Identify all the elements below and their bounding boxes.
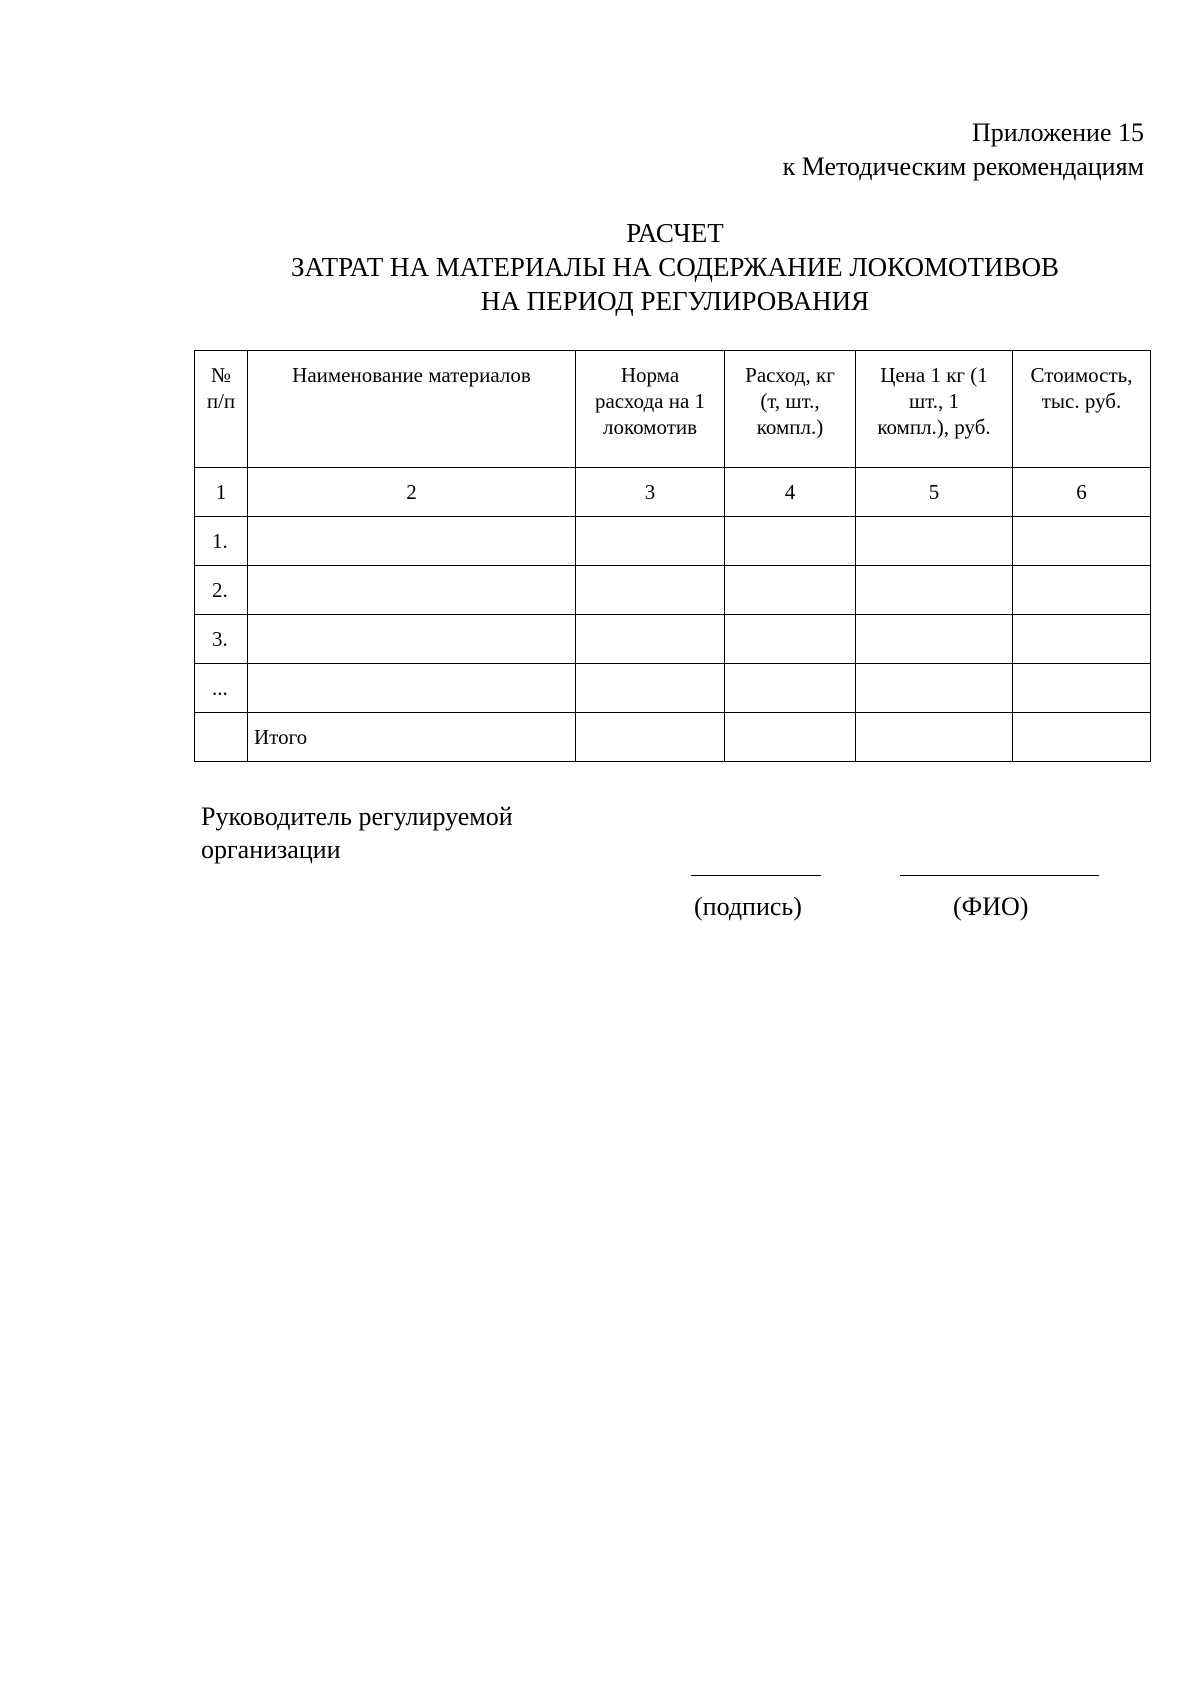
column-number: 1 — [195, 468, 248, 517]
header-cell-unit-price: Цена 1 кг (1 шт., 1 компл.), руб. — [856, 351, 1013, 468]
header-cell-cost: Стоимость, тыс. руб. — [1013, 351, 1151, 468]
header-cell-consumption-norm: Норма расхода на 1 локомотив — [576, 351, 725, 468]
column-number: 5 — [856, 468, 1013, 517]
position-line-1: Руководитель регулируемой — [201, 802, 513, 831]
document-title — [195, 216, 1155, 318]
appendix-reference: к Методическим рекомендациям — [782, 152, 1144, 181]
cost-cell — [1013, 566, 1151, 615]
consumption-cell — [725, 517, 856, 566]
column-number: 3 — [576, 468, 725, 517]
header-cell-consumption: Расход, кг (т, шт., компл.) — [725, 351, 856, 468]
header-cell-material-name: Наименование материалов — [248, 351, 576, 468]
column-number: 4 — [725, 468, 856, 517]
name-line — [900, 875, 1099, 876]
material-name-cell — [248, 664, 576, 713]
signature-caption: (подпись) — [694, 892, 802, 921]
material-name-cell — [248, 615, 576, 664]
norm-cell — [576, 713, 725, 762]
signatory-position — [201, 800, 513, 866]
table-row — [195, 615, 1151, 664]
name-caption: (ФИО) — [953, 892, 1029, 921]
row-number: 1. — [195, 517, 248, 566]
table-row — [195, 566, 1151, 615]
material-name-cell — [248, 566, 576, 615]
price-cell — [856, 517, 1013, 566]
consumption-cell — [725, 664, 856, 713]
total-row — [195, 713, 1151, 762]
row-number: 3. — [195, 615, 248, 664]
column-number-row — [195, 468, 1151, 517]
cost-cell — [1013, 664, 1151, 713]
table-row — [195, 664, 1151, 713]
consumption-cell — [725, 566, 856, 615]
price-cell — [856, 664, 1013, 713]
cost-cell — [1013, 615, 1151, 664]
norm-cell — [576, 566, 725, 615]
column-number: 6 — [1013, 468, 1151, 517]
norm-cell — [576, 664, 725, 713]
title-line-2: ЗАТРАТ НА МАТЕРИАЛЫ НА СОДЕРЖАНИЕ ЛОКОМОТИВОВ — [290, 252, 1060, 282]
price-cell — [856, 713, 1013, 762]
norm-cell — [576, 615, 725, 664]
appendix-note — [783, 116, 1144, 184]
price-cell — [856, 566, 1013, 615]
price-cell — [856, 615, 1013, 664]
position-line-2: организации — [201, 835, 341, 864]
row-number: 2. — [195, 566, 248, 615]
consumption-cell — [725, 713, 856, 762]
cost-cell — [1013, 517, 1151, 566]
consumption-cell — [725, 615, 856, 664]
title-line-1: РАСЧЕТ — [626, 218, 724, 248]
cost-cell — [1013, 713, 1151, 762]
row-number: ... — [195, 664, 248, 713]
row-number — [195, 713, 248, 762]
header-cell-number: № п/п — [195, 351, 248, 468]
total-label: Итого — [248, 713, 576, 762]
materials-cost-table — [194, 350, 1151, 762]
appendix-number: Приложение 15 — [971, 118, 1144, 147]
title-line-3: НА ПЕРИОД РЕГУЛИРОВАНИЯ — [480, 286, 870, 316]
norm-cell — [576, 517, 725, 566]
table-row — [195, 517, 1151, 566]
material-name-cell — [248, 517, 576, 566]
table-header-row — [195, 351, 1151, 468]
column-number: 2 — [248, 468, 576, 517]
signature-line — [691, 875, 821, 876]
